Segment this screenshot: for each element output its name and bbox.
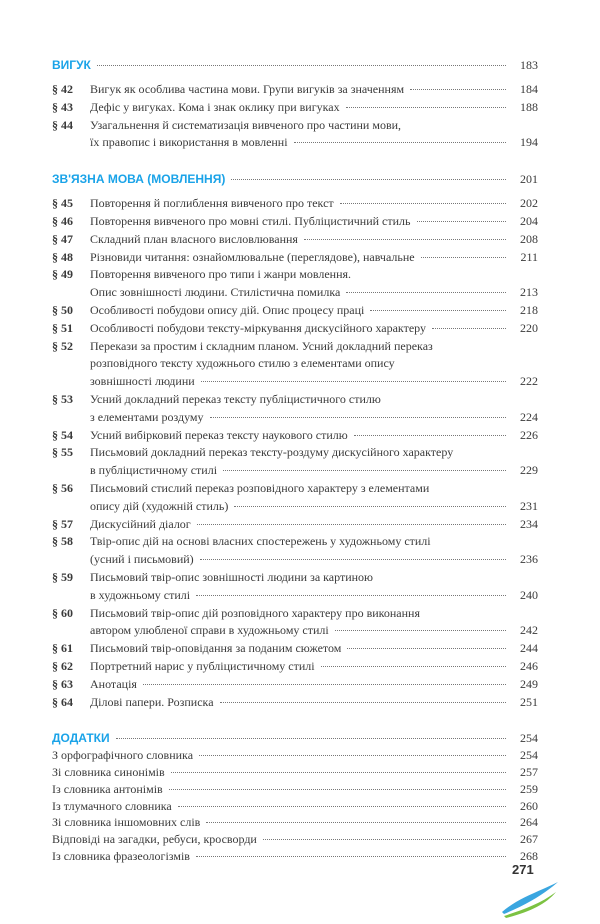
entry-line — [90, 587, 538, 605]
toc-entry[interactable] — [52, 848, 538, 865]
dot-leader — [143, 684, 506, 685]
entry-body — [52, 848, 538, 865]
toc-entry[interactable] — [52, 605, 538, 641]
entry-page: 236 — [520, 552, 538, 567]
entry-body — [90, 391, 538, 427]
dot-leader — [220, 702, 506, 703]
section-number: § 60 — [52, 605, 73, 620]
entry-body — [90, 81, 538, 99]
toc-entry[interactable] — [52, 814, 538, 831]
dot-leader — [116, 738, 506, 739]
entry-line — [90, 533, 538, 551]
entry-line — [90, 117, 538, 135]
entry-line — [90, 355, 538, 373]
entry-line — [90, 480, 538, 498]
entry-body — [90, 249, 538, 267]
section-number: § 55 — [52, 445, 73, 460]
entry-title: зовнішності людини — [90, 374, 195, 389]
section-number: § 54 — [52, 427, 73, 442]
entry-line — [90, 134, 538, 152]
entry-line — [90, 462, 538, 480]
dot-leader — [417, 221, 507, 222]
dot-leader — [197, 524, 506, 525]
entry-line — [90, 409, 538, 427]
dot-leader — [421, 257, 506, 258]
entry-line — [90, 338, 538, 356]
dot-leader — [201, 381, 506, 382]
entry-line — [90, 516, 538, 534]
entry-body — [52, 747, 538, 764]
entry-page: 220 — [520, 320, 538, 335]
dot-leader — [200, 559, 506, 560]
entry-title: Повторення вивченого про типи і жанри мовлення. — [90, 267, 352, 282]
dot-leader — [223, 470, 506, 471]
section-number: § 45 — [52, 196, 73, 211]
toc-entry[interactable] — [52, 266, 538, 302]
entry-title: Повторення й поглиблення вивченого про текст — [90, 196, 334, 211]
dot-leader — [346, 107, 506, 108]
dot-leader — [340, 203, 506, 204]
entry-page: 257 — [520, 765, 538, 780]
entry-line — [90, 284, 538, 302]
entry-page: 213 — [520, 285, 538, 300]
entry-line — [90, 195, 538, 213]
dot-leader — [206, 822, 506, 823]
entry-line — [90, 231, 538, 249]
entry-line — [90, 373, 538, 391]
dot-leader — [304, 239, 506, 240]
entry-page: 231 — [520, 498, 538, 513]
toc-entry[interactable] — [52, 640, 538, 658]
toc-entry[interactable] — [52, 391, 538, 427]
entry-page: 249 — [520, 676, 538, 691]
section-number: § 50 — [52, 302, 73, 317]
entry-page: 188 — [520, 99, 538, 114]
section-title: ЗВ'ЯЗНА МОВА (МОВЛЕННЯ) — [52, 172, 226, 187]
entry-title: Письмовий твір-опис зовнішності людини за картиною — [90, 569, 374, 584]
entry-line — [52, 798, 538, 815]
entry-page: 202 — [520, 196, 538, 211]
entry-page: 226 — [520, 427, 538, 442]
entry-title: з елементами роздуму — [90, 409, 204, 424]
entry-title: Дискусійний діалог — [90, 516, 191, 531]
entry-body — [90, 605, 538, 641]
entry-title: (усний і письмовий) — [90, 552, 194, 567]
entry-body — [90, 676, 538, 694]
section-page: 254 — [520, 731, 538, 746]
entry-title: Перекази за простим і складним планом. Усний докладний переказ — [90, 338, 433, 353]
section-title: ДОДАТКИ — [52, 731, 110, 746]
entry-title: Особливості побудови тексту-міркування дискусійного характеру — [90, 320, 427, 335]
entry-page: 254 — [520, 748, 538, 763]
entry-body — [52, 781, 538, 798]
entry-title: Ділові папери. Розписка — [90, 694, 214, 709]
section-number: § 62 — [52, 658, 73, 673]
dot-leader — [410, 89, 506, 90]
section-heading[interactable] — [52, 729, 538, 747]
entry-page: 259 — [520, 781, 538, 796]
entry-title: Опис зовнішності людини. Стилістична помилка — [90, 285, 341, 300]
entry-body — [90, 266, 538, 302]
entry-line — [90, 622, 538, 640]
section-number: § 42 — [52, 82, 73, 96]
toc-entry[interactable] — [52, 444, 538, 480]
section-number: § 63 — [52, 676, 73, 691]
entry-title: Портретний нарис у публіцистичному стилі — [90, 658, 315, 673]
entry-title: Вигук як особлива частина мови. Групи вигуків за значенням — [90, 82, 405, 96]
entry-title: Зі словника іншомовних слів — [52, 815, 201, 830]
dot-leader — [432, 328, 506, 329]
toc-entry[interactable] — [52, 516, 538, 534]
entry-page: 222 — [520, 374, 538, 389]
entry-title: Письмовий стислий переказ розповідного характеру з елементами — [90, 480, 430, 495]
dot-leader — [169, 789, 506, 790]
section-number: § 47 — [52, 231, 73, 246]
entry-body — [90, 231, 538, 249]
entry-title: Письмовий докладний переказ тексту-роздуму дискусійного характеру — [90, 445, 454, 460]
entry-title: в художньому стилі — [90, 587, 191, 602]
entry-title: автором улюбленої справи в художньому стилі — [90, 623, 329, 638]
entry-body — [90, 694, 538, 712]
section-number: § 43 — [52, 99, 73, 114]
entry-page: 242 — [520, 623, 538, 638]
entry-line — [90, 81, 538, 99]
entry-line — [90, 605, 538, 623]
entry-page: 264 — [520, 815, 538, 830]
entry-line — [90, 249, 538, 267]
entry-line — [90, 551, 538, 569]
entry-body — [52, 798, 538, 815]
entry-body — [90, 569, 538, 605]
entry-body — [52, 764, 538, 781]
entry-line — [90, 658, 538, 676]
entry-line — [90, 498, 538, 516]
section-number: § 53 — [52, 391, 73, 406]
entry-title: Дефіс у вигуках. Кома і знак оклику при вигуках — [90, 99, 340, 114]
section-number: § 57 — [52, 516, 73, 531]
entry-line — [52, 781, 538, 798]
entry-line — [90, 391, 538, 409]
toc-entry[interactable] — [52, 533, 538, 569]
toc-entry[interactable] — [52, 213, 538, 231]
entry-body — [90, 99, 538, 117]
toc-entry[interactable] — [52, 302, 538, 320]
entry-line — [52, 764, 538, 781]
entry-line — [90, 320, 538, 338]
entry-page: 184 — [520, 82, 538, 96]
section-title: ВИГУК — [52, 58, 91, 72]
section-number: § 61 — [52, 641, 73, 656]
toc-entry[interactable] — [52, 747, 538, 764]
entry-title: Із словника фразеологізмів — [52, 849, 190, 864]
entry-page: 246 — [520, 658, 538, 673]
entry-title: Особливості побудови опису дій. Опис процесу праці — [90, 302, 365, 317]
entry-title: Узагальнення й систематизація вивченого про частини мови, — [90, 117, 402, 132]
entry-title: в публіцистичному стилі — [90, 463, 218, 478]
dot-leader — [335, 630, 506, 631]
entry-title: Із тлумачного словника — [52, 798, 172, 813]
section-heading[interactable] — [52, 170, 538, 188]
dot-leader — [370, 310, 506, 311]
toc-entry[interactable] — [52, 676, 538, 694]
entry-body — [90, 213, 538, 231]
publisher-logo-swoosh-icon — [500, 878, 560, 918]
entry-line — [90, 427, 538, 445]
entry-title: Письмовий твір-опис дій розповідного характеру про виконання — [90, 605, 420, 620]
entry-body — [90, 338, 538, 391]
section-number: § 49 — [52, 267, 73, 282]
entry-line — [90, 444, 538, 462]
section-number: § 56 — [52, 480, 73, 495]
entry-title: Різновиди читання: ознайомлювальне (переглядове), навчальне — [90, 249, 415, 264]
entry-line — [90, 213, 538, 231]
toc-entry[interactable] — [52, 798, 538, 815]
entry-title: розповідного тексту художнього стилю з елементами опису — [90, 356, 395, 371]
entry-line — [52, 831, 538, 848]
section-number: § 51 — [52, 320, 73, 335]
toc-entry[interactable] — [52, 99, 538, 117]
entry-line — [90, 569, 538, 587]
entry-title: опису дій (художній стиль) — [90, 498, 229, 513]
section-number: § 46 — [52, 213, 73, 228]
entry-title: Твір-опис дій на основі власних спостережень у художньому стилі — [90, 534, 431, 549]
dot-leader — [196, 595, 506, 596]
entry-body — [90, 427, 538, 445]
dot-leader — [210, 417, 506, 418]
entry-page: 260 — [520, 798, 538, 813]
entry-body — [90, 320, 538, 338]
entry-page: 224 — [520, 409, 538, 424]
page-number: 271 — [512, 862, 534, 877]
entry-line — [90, 266, 538, 284]
entry-line — [90, 99, 538, 117]
section-page: 201 — [520, 172, 538, 187]
entry-body — [90, 658, 538, 676]
dot-leader — [354, 435, 506, 436]
entry-page: 267 — [520, 832, 538, 847]
section-number: § 64 — [52, 694, 73, 709]
section-number: § 44 — [52, 117, 73, 132]
entry-line — [90, 676, 538, 694]
toc-entry[interactable] — [52, 81, 538, 99]
entry-body — [90, 117, 538, 153]
dot-leader — [321, 666, 506, 667]
toc-entry[interactable] — [52, 831, 538, 848]
entry-title: Письмовий твір-оповідання за поданим сюжетом — [90, 641, 342, 656]
dot-leader — [263, 839, 506, 840]
entry-title: Складний план власного висловлювання — [90, 231, 298, 246]
dot-leader — [234, 506, 506, 507]
entry-line — [52, 747, 538, 764]
entry-page: 229 — [520, 463, 538, 478]
dot-leader — [346, 292, 506, 293]
entry-body — [90, 195, 538, 213]
toc-entry[interactable] — [52, 781, 538, 798]
section-heading[interactable] — [52, 56, 538, 74]
entry-title: Анотація — [90, 676, 137, 691]
entry-title: Зі словника синонімів — [52, 765, 165, 780]
entry-title: З орфографічного словника — [52, 748, 194, 763]
toc-entry[interactable] — [52, 480, 538, 516]
entry-page: 268 — [520, 849, 538, 864]
section-page: 183 — [520, 58, 538, 72]
section-number: § 59 — [52, 569, 73, 584]
dot-leader — [196, 856, 506, 857]
entry-body — [52, 831, 538, 848]
entry-page: 251 — [520, 694, 538, 709]
entry-page: 234 — [520, 516, 538, 531]
dot-leader — [199, 755, 506, 756]
toc-entry[interactable] — [52, 569, 538, 605]
entry-title: Усний вибірковий переказ тексту наукового стилю — [90, 427, 348, 442]
toc-entry[interactable] — [52, 658, 538, 676]
entry-body — [90, 444, 538, 480]
entry-title: їх правопис і використання в мовленні — [90, 135, 288, 150]
toc-entry[interactable] — [52, 117, 538, 153]
toc-entry[interactable] — [52, 694, 538, 712]
toc-entry[interactable] — [52, 231, 538, 249]
entry-line — [90, 694, 538, 712]
entry-page: 240 — [520, 587, 538, 602]
toc-entry[interactable] — [52, 338, 538, 391]
toc-entry[interactable] — [52, 195, 538, 213]
dot-leader — [178, 806, 506, 807]
entry-page: 244 — [520, 641, 538, 656]
section-number: § 52 — [52, 338, 73, 353]
toc-entry[interactable] — [52, 427, 538, 445]
dot-leader — [231, 179, 506, 180]
dot-leader — [97, 65, 506, 66]
entry-title: Відповіді на загадки, ребуси, кросворди — [52, 832, 257, 847]
entry-body — [90, 480, 538, 516]
dot-leader — [171, 772, 506, 773]
dot-leader — [294, 142, 506, 143]
entry-body — [90, 516, 538, 534]
entry-line — [90, 640, 538, 658]
dot-leader — [347, 648, 506, 649]
entry-page: 194 — [520, 135, 538, 150]
entry-title: Повторення вивченого про мовні стилі. Публіцистичний стиль — [90, 213, 411, 228]
toc-entry[interactable] — [52, 764, 538, 781]
table-of-contents — [52, 56, 538, 865]
toc-entry[interactable] — [52, 249, 538, 267]
entry-line — [52, 848, 538, 865]
entry-body — [52, 814, 538, 831]
entry-line — [90, 302, 538, 320]
entry-line — [52, 814, 538, 831]
entry-title: Із словника антонімів — [52, 781, 163, 796]
entry-title: Усний докладний переказ тексту публіцистичного стилю — [90, 391, 381, 406]
section-number: § 58 — [52, 534, 73, 549]
entry-page: 204 — [520, 213, 538, 228]
entry-body — [90, 302, 538, 320]
entry-body — [90, 640, 538, 658]
entry-page: 208 — [520, 231, 538, 246]
entry-body — [90, 533, 538, 569]
entry-page: 218 — [520, 302, 538, 317]
entry-page: 211 — [520, 249, 538, 264]
section-number: § 48 — [52, 249, 73, 264]
toc-entry[interactable] — [52, 320, 538, 338]
